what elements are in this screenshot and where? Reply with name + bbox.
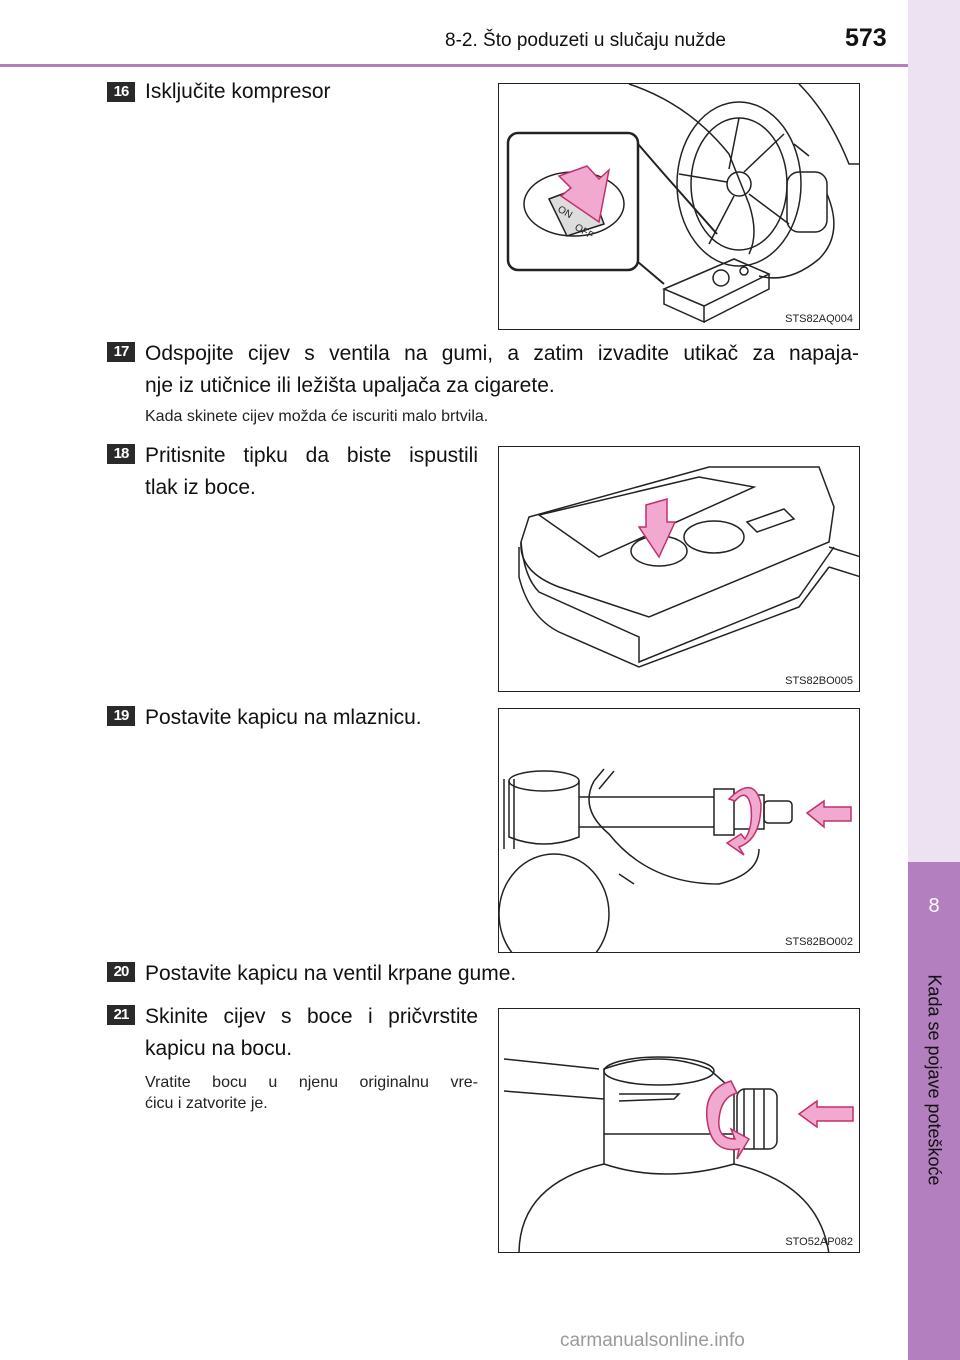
step-badge-20: 20: [107, 962, 135, 982]
step-17-text-line1: Odspojite cijev s ventila na gumi, a zatim izvadite utikač za napaja-: [145, 342, 859, 365]
switch-label-off: OFF: [572, 222, 596, 242]
step-badge-17: 17: [107, 342, 135, 362]
figure-code-19: STS82BO002: [785, 936, 853, 948]
rotate-arrow-icon: [727, 788, 761, 855]
figure-code-21: STO52AP082: [785, 1236, 853, 1248]
watermark: carmanualsonline.info: [560, 1330, 745, 1351]
step-21-note-line2: ćicu i zatvorite je.: [145, 1095, 268, 1112]
figure-nozzle-cap: [498, 708, 860, 953]
page-number: 573: [845, 24, 887, 52]
step-16-text: Isključite kompresor: [145, 80, 331, 103]
push-arrow-icon: [639, 499, 675, 557]
step-badge-21: 21: [107, 1005, 135, 1025]
chapter-number: 8: [928, 895, 940, 917]
side-tab-top: [908, 0, 960, 862]
header-rule: [0, 64, 908, 67]
figure-compressor-switch: [498, 83, 860, 330]
step-18-text-line2: tlak iz boce.: [145, 476, 256, 499]
step-21-note-line1: Vratite bocu u njenu originalnu vre-: [145, 1074, 478, 1091]
figure-bottle-cap: [498, 1008, 860, 1253]
figure-pressure-release-button: [498, 446, 860, 692]
step-badge-18: 18: [107, 444, 135, 464]
step-badge-16: 16: [107, 82, 135, 102]
figure-code-18: STS82BO005: [785, 675, 853, 687]
rotate-arrow-icon: [707, 1081, 749, 1159]
switch-label-on: ON: [555, 204, 574, 222]
step-19-text: Postavite kapicu na mlaznicu.: [145, 706, 422, 729]
step-21-text-line2: kapicu na bocu.: [145, 1037, 293, 1060]
insert-arrow-icon: [799, 1101, 853, 1127]
step-17-text-line2: nje iz utičnice ili ležišta upaljača za cigarete.: [145, 374, 555, 397]
step-18-text-line1: Pritisnite tipku da biste ispustili: [145, 444, 478, 467]
chapter-title: Kada se pojave poteškoće: [924, 974, 945, 1186]
header-title: 8-2. Što poduzeti u slučaju nužde: [445, 30, 726, 51]
step-20-text: Postavite kapicu na ventil krpane gume.: [145, 962, 517, 985]
step-badge-19: 19: [107, 706, 135, 726]
step-17-note: Kada skinete cijev možda će iscuriti malo brtvila.: [145, 408, 489, 425]
step-21-text-line1: Skinite cijev s boce i pričvrstite: [145, 1005, 478, 1028]
insert-arrow-icon: [807, 801, 851, 827]
figure-code-16: STS82AQ004: [785, 313, 853, 325]
